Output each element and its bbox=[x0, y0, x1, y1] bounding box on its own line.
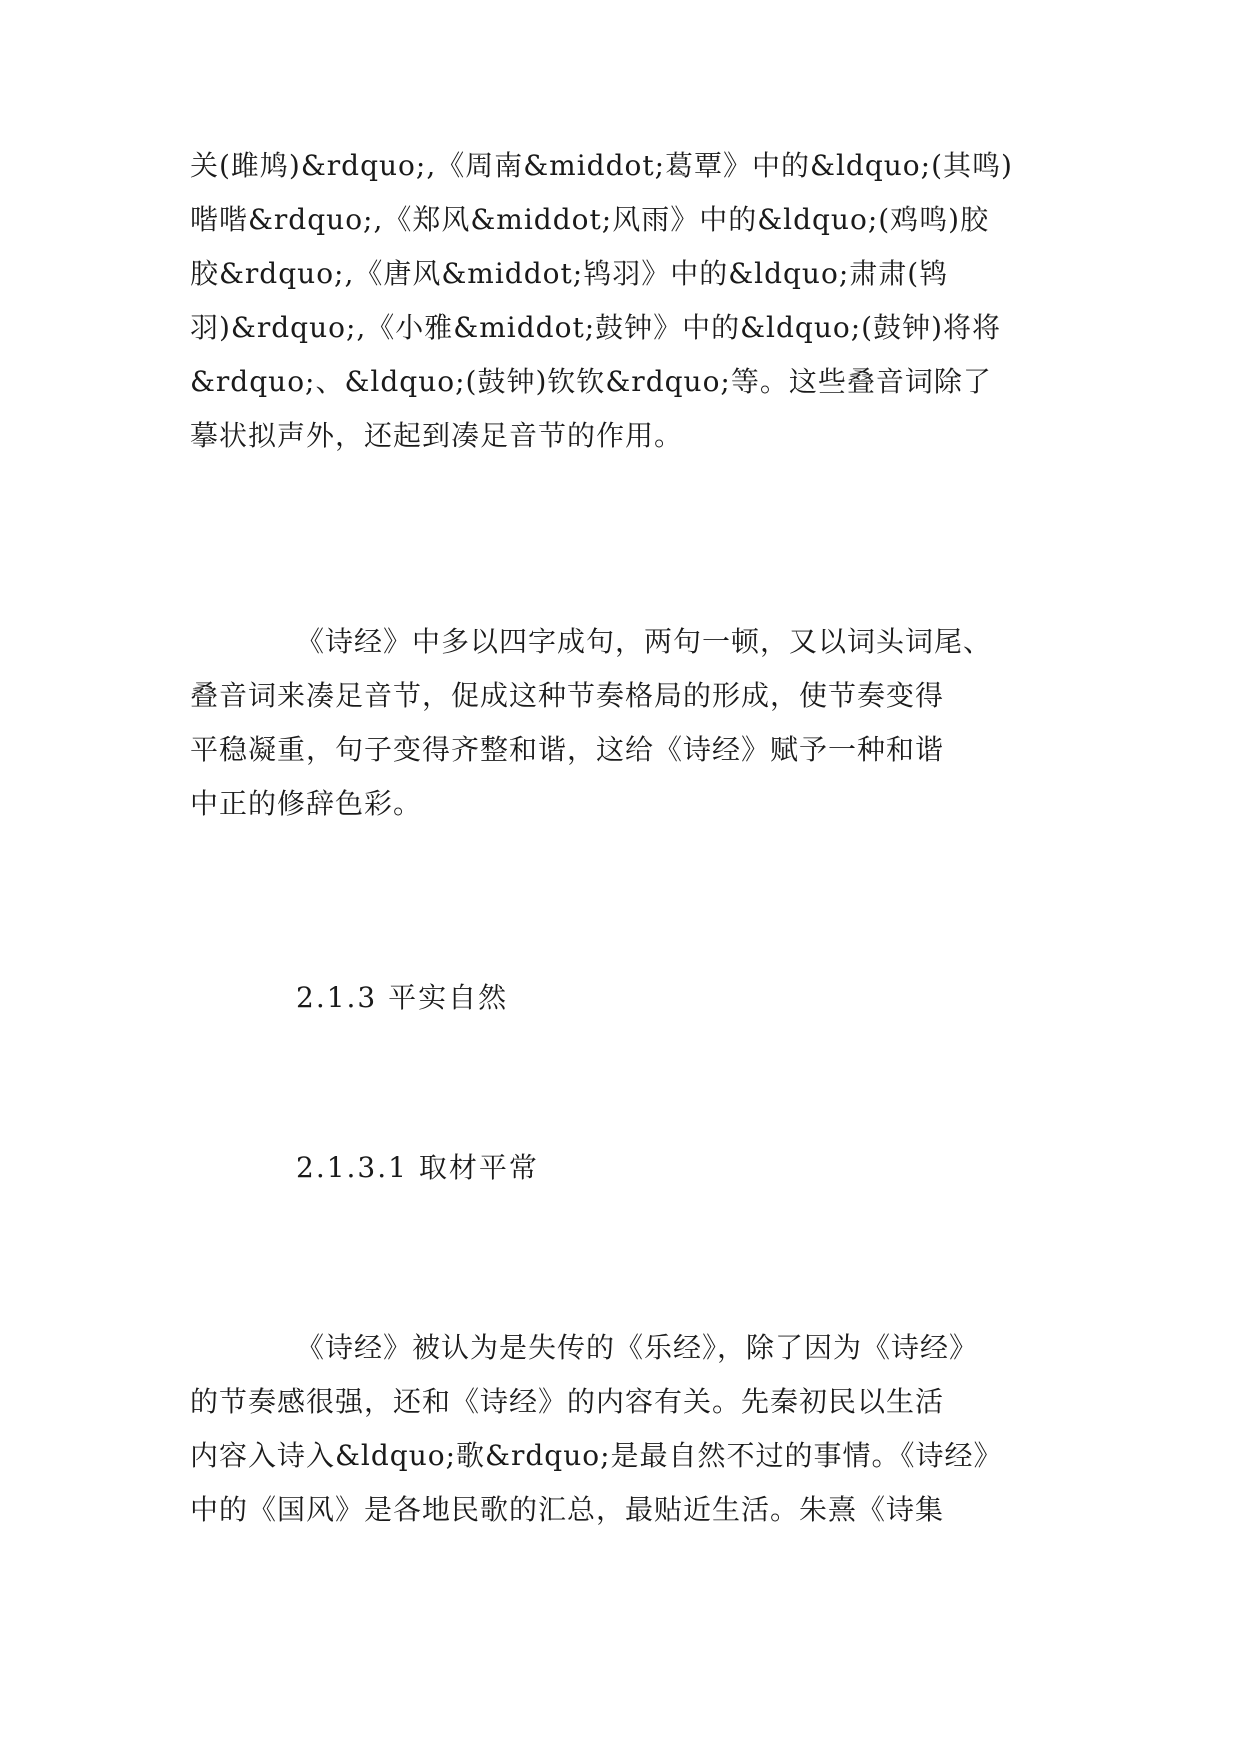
section-heading-2-1-3: 2.1.3 平实自然 bbox=[296, 981, 509, 1014]
paragraph-1-line-2: 喈喈&rdquo;,《郑风&middot;风雨》中的&ldquo;(鸡鸣)胶 bbox=[190, 203, 990, 236]
paragraph-1-line-3: 胶&rdquo;,《唐风&middot;鸨羽》中的&ldquo;肃肃(鸨 bbox=[190, 257, 949, 290]
paragraph-3-line-3: 内容入诗入&ldquo;歌&rdquo;是最自然不过的事情。《诗经》 bbox=[190, 1439, 1003, 1472]
paragraph-2-line-4: 中正的修辞色彩。 bbox=[190, 787, 423, 820]
paragraph-3-line-2: 的节奏感很强，还和《诗经》的内容有关。先秦初民以生活 bbox=[190, 1385, 945, 1418]
paragraph-2-line-1: 《诗经》中多以四字成句，两句一顿，又以词头词尾、 bbox=[296, 625, 993, 658]
paragraph-1-line-6: 摹状拟声外，还起到凑足音节的作用。 bbox=[190, 419, 684, 452]
paragraph-3-line-4: 中的《国风》是各地民歌的汇总，最贴近生活。朱熹《诗集 bbox=[190, 1493, 945, 1526]
paragraph-2-line-3: 平稳凝重，句子变得齐整和谐，这给《诗经》赋予一种和谐 bbox=[190, 733, 945, 766]
paragraph-1-line-1: 关(雎鸠)&rdquo;,《周南&middot;葛覃》中的&ldquo;(其鸣) bbox=[190, 149, 1013, 182]
section-heading-2-1-3-1: 2.1.3.1 取材平常 bbox=[296, 1151, 539, 1184]
paragraph-1-line-5: &rdquo;、&ldquo;(鼓钟)钦钦&rdquo;等。这些叠音词除了 bbox=[190, 365, 992, 398]
paragraph-1-line-4: 羽)&rdquo;,《小雅&middot;鼓钟》中的&ldquo;(鼓钟)将将 bbox=[190, 311, 1002, 344]
paragraph-2-line-2: 叠音词来凑足音节，促成这种节奏格局的形成，使节奏变得 bbox=[190, 679, 945, 712]
paragraph-3-line-1: 《诗经》被认为是失传的《乐经》，除了因为《诗经》 bbox=[296, 1331, 979, 1364]
